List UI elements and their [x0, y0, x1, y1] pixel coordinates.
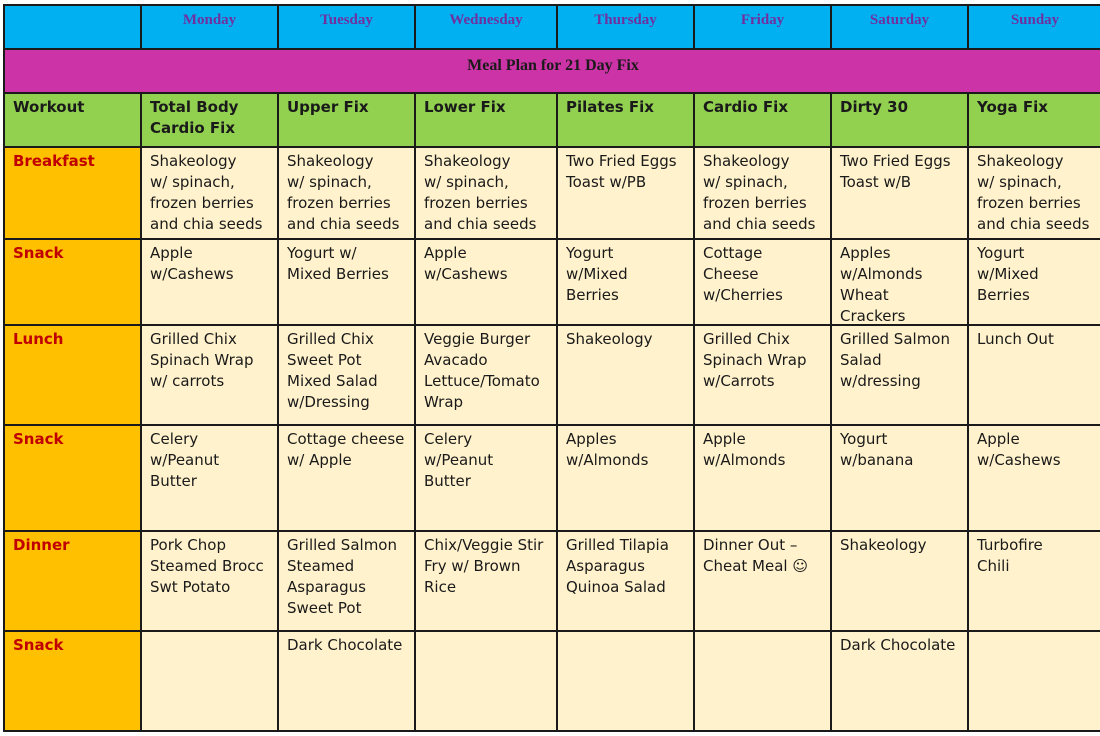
meal-cell [969, 632, 1100, 732]
workout-cell: Dirty 30 [832, 94, 969, 148]
meal-cell: Chix/Veggie Stir Fry w/ Brown Rice [416, 532, 558, 632]
workout-cell: Upper Fix [279, 94, 416, 148]
meal-plan-table [3, 4, 1100, 732]
meal-cell: Lunch Out [969, 326, 1100, 426]
workout-cell: Total Body Cardio Fix [142, 94, 279, 148]
meal-cell: Shakeology [832, 532, 969, 632]
meal-cell: Pork Chop Steamed Brocc Swt Potato [142, 532, 279, 632]
meal-cell: Grilled Salmon Steamed Asparagus Sweet Pot [279, 532, 416, 632]
workout-cell: Cardio Fix [695, 94, 832, 148]
meal-cell: Yogurt w/Mixed Berries [558, 240, 695, 326]
table-title: Meal Plan for 21 Day Fix [5, 50, 1100, 94]
meal-cell: Shakeology w/ spinach, frozen berries and chia seeds [969, 148, 1100, 240]
meal-cell: Dark Chocolate [832, 632, 969, 732]
meal-cell: Two Fried Eggs Toast w/PB [558, 148, 695, 240]
meal-cell: Dinner Out – Cheat Meal ☺ [695, 532, 832, 632]
day-header-saturday: Saturday [832, 6, 969, 50]
day-header-wednesday: Wednesday [416, 6, 558, 50]
meal-label-dinner: Dinner [5, 532, 142, 632]
meal-cell: Yogurt w/ Mixed Berries [279, 240, 416, 326]
meal-cell: Grilled Salmon Salad w/dressing [832, 326, 969, 426]
meal-cell: Apple w/Cashews [142, 240, 279, 326]
meal-cell: Shakeology [558, 326, 695, 426]
meal-cell: Veggie Burger Avacado Lettuce/Tomato Wrap [416, 326, 558, 426]
corner-cell [5, 6, 142, 50]
meal-cell: Shakeology w/ spinach, frozen berries and chia seeds [279, 148, 416, 240]
meal-cell: Cottage cheese w/ Apple [279, 426, 416, 532]
meal-cell: Grilled Chix Sweet Pot Mixed Salad w/Dressing [279, 326, 416, 426]
meal-label-snack: Snack [5, 426, 142, 532]
meal-cell: Turbofire Chili [969, 532, 1100, 632]
meal-cell: Grilled Chix Spinach Wrap w/Carrots [695, 326, 832, 426]
meal-cell [416, 632, 558, 732]
day-header-monday: Monday [142, 6, 279, 50]
meal-label-snack: Snack [5, 240, 142, 326]
meal-cell [558, 632, 695, 732]
meal-cell: Celery w/Peanut Butter [142, 426, 279, 532]
day-header-tuesday: Tuesday [279, 6, 416, 50]
meal-cell: Dark Chocolate [279, 632, 416, 732]
day-header-sunday: Sunday [969, 6, 1100, 50]
meal-cell [695, 632, 832, 732]
meal-cell: Apple w/Cashews [416, 240, 558, 326]
meal-cell: Yogurt w/banana [832, 426, 969, 532]
meal-cell: Cottage Cheese w/Cherries [695, 240, 832, 326]
day-header-friday: Friday [695, 6, 832, 50]
meal-cell: Shakeology w/ spinach, frozen berries and chia seeds [142, 148, 279, 240]
meal-cell: Two Fried Eggs Toast w/B [832, 148, 969, 240]
workout-row-label: Workout [5, 94, 142, 148]
workout-cell: Lower Fix [416, 94, 558, 148]
meal-cell [142, 632, 279, 732]
workout-cell: Yoga Fix [969, 94, 1100, 148]
meal-cell: Apples w/Almonds Wheat Crackers [832, 240, 969, 326]
meal-cell: Yogurt w/Mixed Berries [969, 240, 1100, 326]
meal-cell: Shakeology w/ spinach, frozen berries and chia seeds [416, 148, 558, 240]
meal-cell: Grilled Tilapia Asparagus Quinoa Salad [558, 532, 695, 632]
meal-cell: Apple w/Cashews [969, 426, 1100, 532]
meal-cell: Grilled Chix Spinach Wrap w/ carrots [142, 326, 279, 426]
meal-cell: Celery w/Peanut Butter [416, 426, 558, 532]
meal-cell: Apples w/Almonds [558, 426, 695, 532]
meal-label-lunch: Lunch [5, 326, 142, 426]
day-header-thursday: Thursday [558, 6, 695, 50]
meal-label-breakfast: Breakfast [5, 148, 142, 240]
meal-label-snack: Snack [5, 632, 142, 732]
meal-cell: Apple w/Almonds [695, 426, 832, 532]
meal-cell: Shakeology w/ spinach, frozen berries and chia seeds [695, 148, 832, 240]
workout-cell: Pilates Fix [558, 94, 695, 148]
